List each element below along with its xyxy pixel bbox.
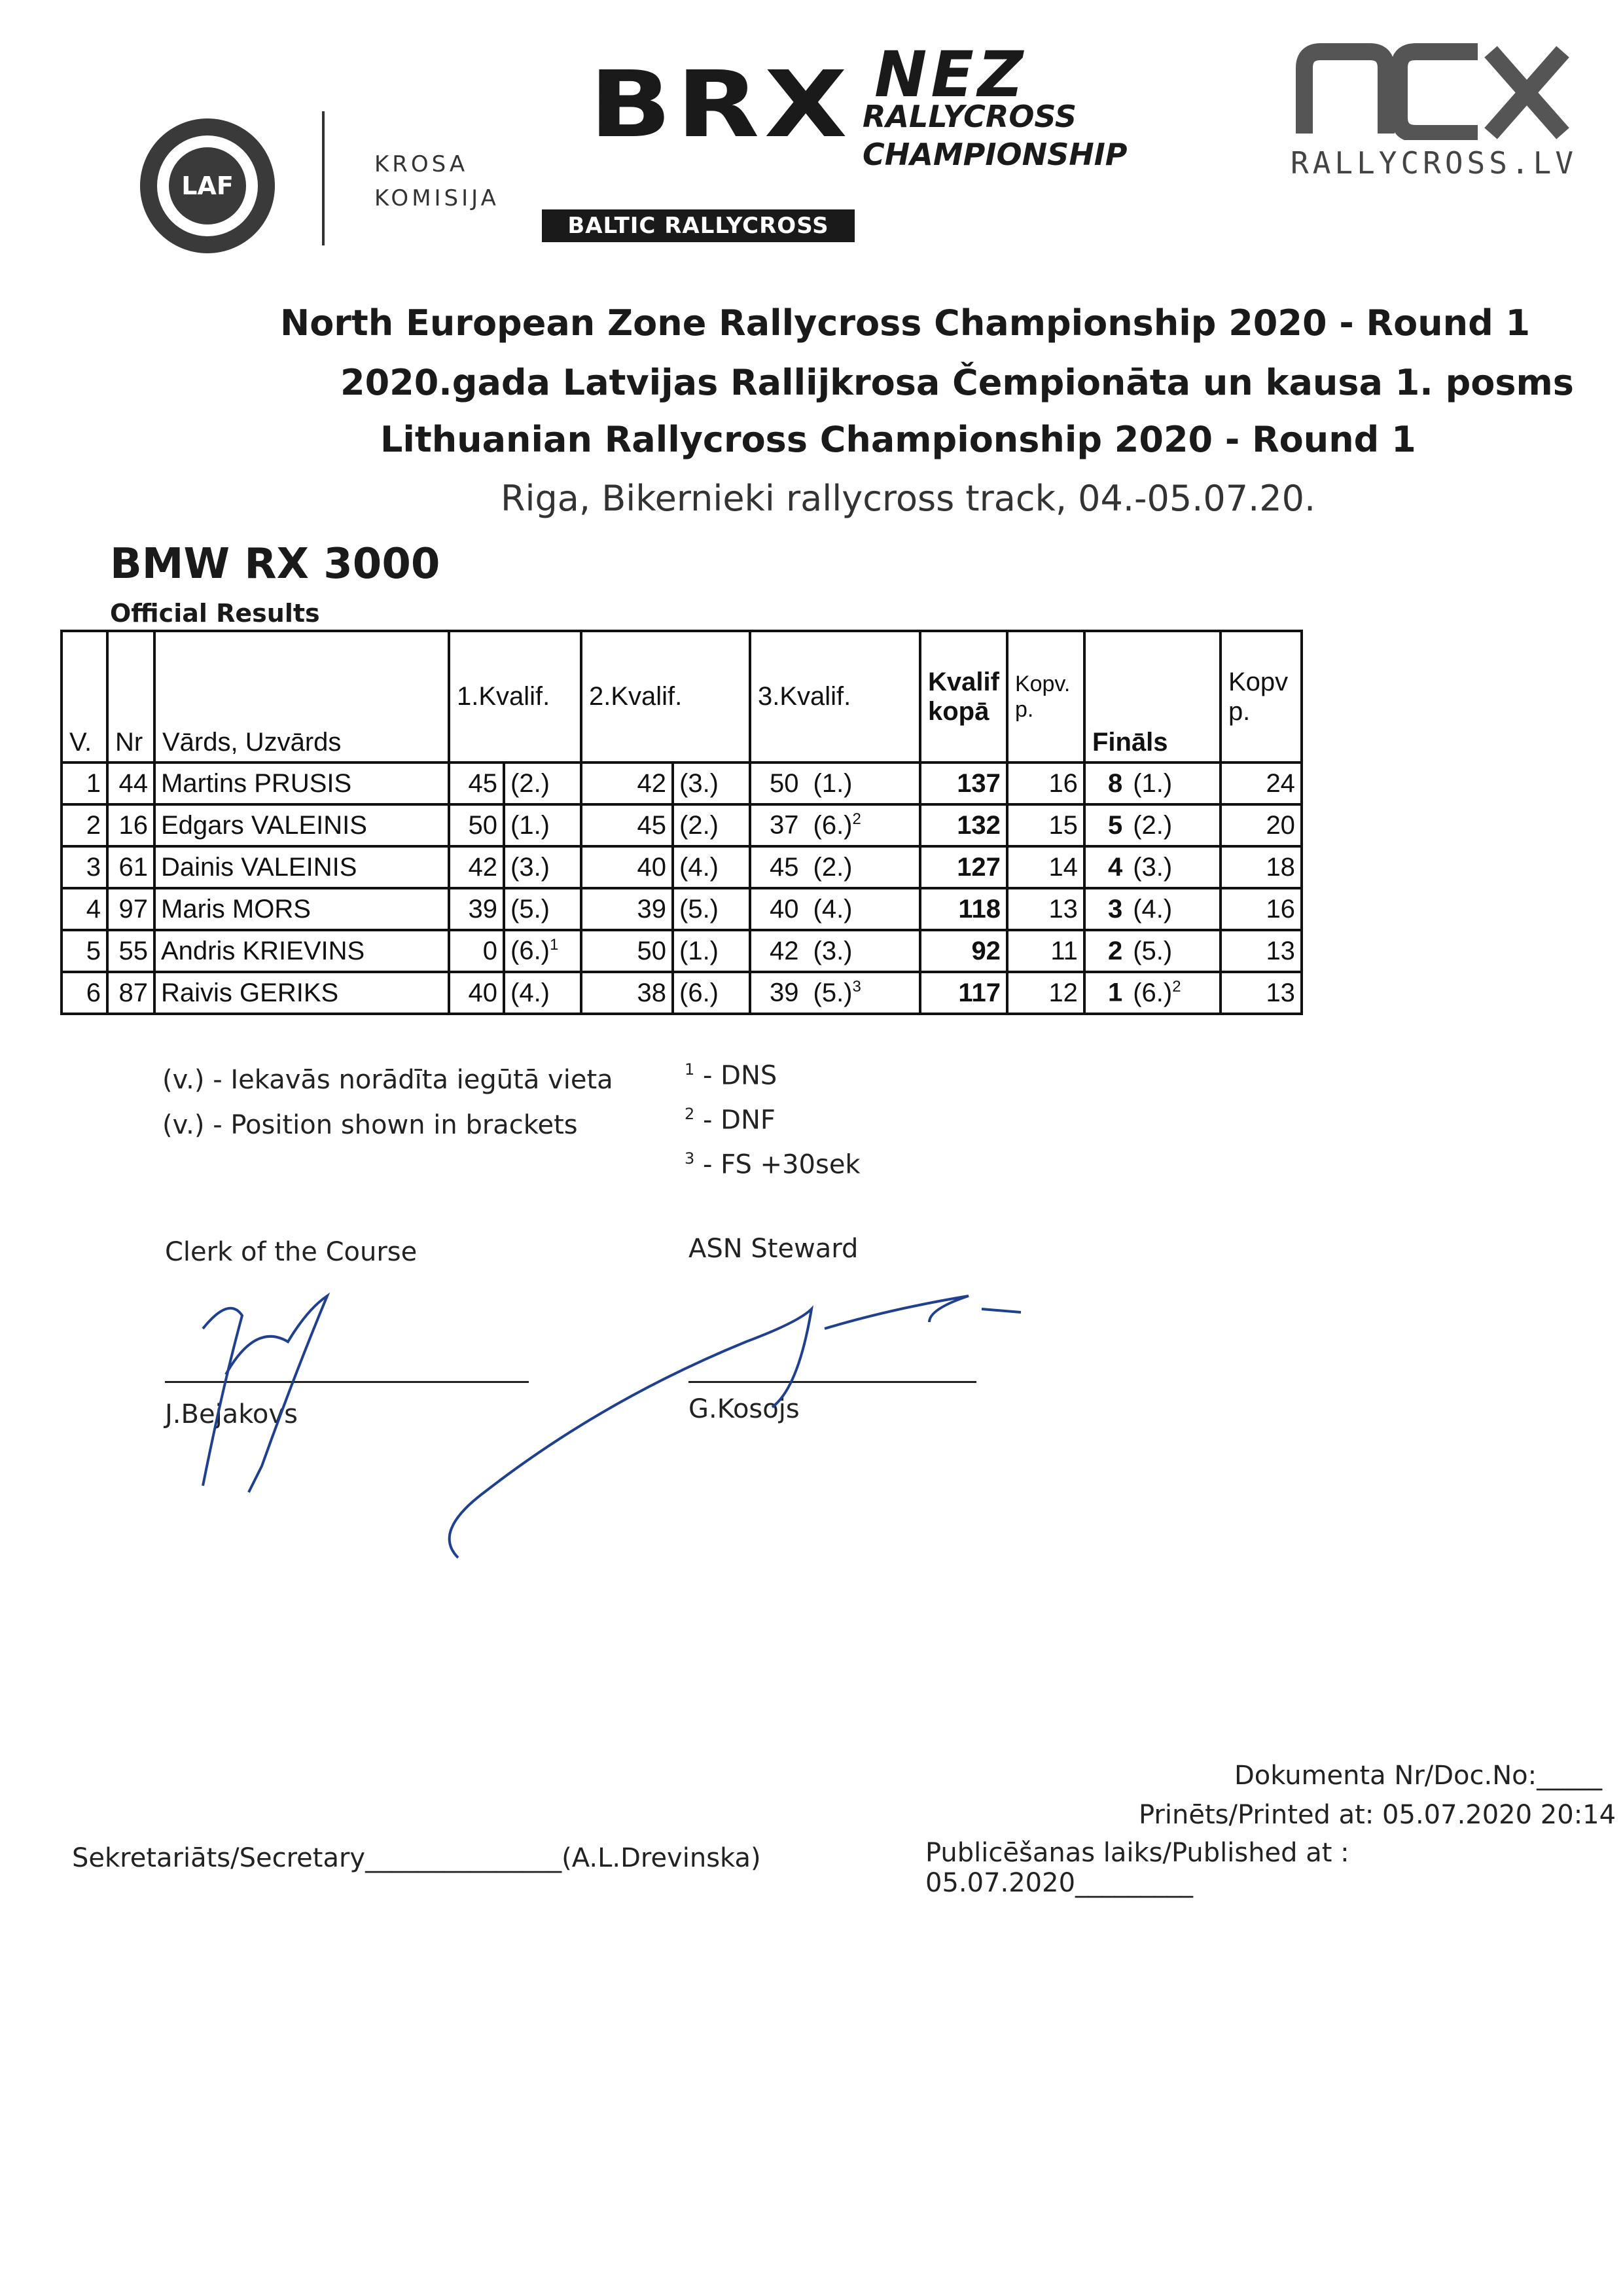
cell-name-value: Andris KRIEVINS <box>161 936 365 965</box>
title-line2: 2020.gada Latvijas Rallijkrosa Čempionāta un kausa 1. posms <box>340 362 1574 403</box>
cell-nr <box>107 804 154 846</box>
secretary-name: (A.L.Drevinska) <box>562 1843 761 1873</box>
cell-nr <box>107 930 154 972</box>
cell-pos-value: 4 <box>86 894 101 924</box>
cell-q2-position-value: (3.) <box>679 768 719 798</box>
q3-points: 42 <box>770 936 799 965</box>
cell-qualif-total-value: 117 <box>958 978 1001 1007</box>
table-row <box>62 846 1302 888</box>
cell-q1-points <box>449 930 504 972</box>
cell-qualif-points-value: 16 <box>1048 768 1078 798</box>
cell-qualif-points-value: 14 <box>1048 852 1078 882</box>
cell-q2-points <box>581 888 673 930</box>
cell-total <box>1221 888 1302 930</box>
cell-name <box>154 888 449 930</box>
cell-total <box>1221 972 1302 1014</box>
cell-q2-position <box>673 804 750 846</box>
header-q3-label: 3.Kvalif. <box>758 682 851 711</box>
doc-number: Dokumenta Nr/Doc.No:_____ <box>1234 1761 1603 1791</box>
secretary <box>72 1843 761 1873</box>
brx-logo <box>535 52 853 239</box>
cell-name <box>154 846 449 888</box>
cell-total <box>1221 846 1302 888</box>
cell-final <box>1084 972 1221 1014</box>
clerk-name: J.Bejakovs <box>165 1399 298 1429</box>
cell-q1-points <box>449 972 504 1014</box>
cell-q1-position <box>504 972 581 1014</box>
cell-q2-points <box>581 846 673 888</box>
published-at: Publicēšanas laiks/Published at : 05.07.2020_________ <box>925 1838 1349 1898</box>
cell-q1-points <box>449 762 504 804</box>
cell-q1-points <box>449 846 504 888</box>
clerk-signature <box>164 1270 386 1505</box>
q3-points: 45 <box>770 852 799 882</box>
header-nr: Nr <box>107 631 154 762</box>
cell-qualif-total <box>920 972 1007 1014</box>
legend-note-2 <box>685 1105 776 1135</box>
cell-qualif-points <box>1007 846 1084 888</box>
cell-nr <box>107 762 154 804</box>
cell-qualif-points <box>1007 804 1084 846</box>
cell-pos-value: 6 <box>86 978 101 1007</box>
cell-pos <box>62 972 107 1014</box>
cell-qualif-points-value: 12 <box>1048 978 1078 1007</box>
cell-pos <box>62 846 107 888</box>
nez-logo-text: NEZ <box>874 38 1027 111</box>
cell-nr-value: 16 <box>118 810 148 840</box>
cell-qualif-total-value: 132 <box>957 810 1001 840</box>
cell-q1-position-value: (5.) <box>510 894 550 924</box>
cell-total <box>1221 930 1302 972</box>
cell-total-value: 18 <box>1266 852 1295 882</box>
cell-q2-points <box>581 930 673 972</box>
cell-qualif-total <box>920 762 1007 804</box>
legend-note-2-sup: 2 <box>685 1105 695 1123</box>
footnote-marker: 1 <box>550 936 559 954</box>
final-points: 4 <box>1107 852 1123 882</box>
cell-q1-points <box>449 888 504 930</box>
cell-q1-points-value: 45 <box>468 768 497 798</box>
header-qpts <box>1007 631 1084 762</box>
q3-points: 39 <box>770 978 799 1007</box>
cell-nr-value: 44 <box>118 768 148 798</box>
cell-name-value: Edgars VALEINIS <box>161 810 367 840</box>
cell-q3 <box>750 804 920 846</box>
cell-name-value: Martins PRUSIS <box>161 768 352 798</box>
krosa-line1: KROSA <box>374 151 469 177</box>
laf-logo <box>140 118 275 253</box>
cell-name <box>154 930 449 972</box>
cell-nr-value: 87 <box>118 978 148 1007</box>
laf-logo-ring <box>157 135 258 236</box>
cell-q2-points-value: 39 <box>637 894 666 924</box>
table-row <box>62 930 1302 972</box>
cell-final <box>1084 930 1221 972</box>
header-q1-label: 1.Kvalif. <box>457 682 550 711</box>
cell-pos <box>62 804 107 846</box>
header-qtotal-line2: kopā <box>928 696 990 726</box>
logo-separator <box>322 111 325 245</box>
cell-q1-points-value: 50 <box>468 810 497 840</box>
cell-q3 <box>750 972 920 1014</box>
legend-note-2-text: - DNF <box>703 1105 776 1136</box>
footnote-marker: 2 <box>852 810 861 829</box>
cell-nr-value: 55 <box>118 936 148 965</box>
cell-qualif-total <box>920 930 1007 972</box>
krosa-line2: KOMISIJA <box>374 185 499 211</box>
header-qtotal <box>920 631 1007 762</box>
cell-q1-points-value: 42 <box>468 852 497 882</box>
header-total-line1: Kopv <box>1228 667 1289 696</box>
header-q3 <box>750 631 920 762</box>
cell-q2-points-value: 50 <box>637 936 666 965</box>
q3-position: (6.) <box>813 810 853 840</box>
brx-logo-strip: BALTIC RALLYCROSS <box>542 209 855 242</box>
cell-nr-value: 97 <box>118 894 148 924</box>
cell-q2-position-value: (6.) <box>679 978 719 1007</box>
cell-total-value: 13 <box>1266 978 1295 1007</box>
title-line3: Lithuanian Rallycross Championship 2020 - Round 1 <box>380 419 1416 460</box>
nez-logo-line2: CHAMPIONSHIP <box>863 137 1128 172</box>
brx-logo-text: BRX <box>589 52 853 158</box>
cell-name-value: Dainis VALEINIS <box>161 852 357 882</box>
cell-name <box>154 972 449 1014</box>
q3-position: (5.) <box>813 978 853 1007</box>
legend-note-3-sup: 3 <box>685 1149 695 1168</box>
cell-qualif-points-value: 15 <box>1048 810 1078 840</box>
cell-qualif-points <box>1007 930 1084 972</box>
cell-q3 <box>750 846 920 888</box>
cell-total-value: 13 <box>1266 936 1295 965</box>
cell-total <box>1221 804 1302 846</box>
q3-points: 50 <box>770 768 799 798</box>
cell-qualif-points-value: 11 <box>1050 936 1078 965</box>
final-points: 8 <box>1107 768 1123 798</box>
cell-qualif-points <box>1007 888 1084 930</box>
q3-position: (3.) <box>813 936 853 965</box>
final-position: (2.) <box>1133 810 1173 840</box>
cell-q1-position-value: (3.) <box>510 852 550 882</box>
cell-q1-position <box>504 762 581 804</box>
cell-q2-points <box>581 972 673 1014</box>
steward-name: G.Kosojs <box>688 1394 800 1424</box>
cell-q2-position <box>673 846 750 888</box>
cell-total-value: 20 <box>1266 810 1295 840</box>
cell-qualif-total-value: 118 <box>958 894 1001 924</box>
cell-q2-position-value: (2.) <box>679 810 719 840</box>
header-q1 <box>449 631 581 762</box>
table-row <box>62 762 1302 804</box>
class-name: BMW RX 3000 <box>110 540 440 588</box>
cell-q1-points <box>449 804 504 846</box>
cell-pos-value: 2 <box>86 810 101 840</box>
header-qtotal-line1: Kvalif <box>928 667 999 696</box>
q3-points: 40 <box>770 894 799 924</box>
table-row <box>62 972 1302 1014</box>
final-points: 3 <box>1107 894 1123 924</box>
legend-note-3 <box>685 1149 861 1179</box>
cell-total <box>1221 762 1302 804</box>
final-position: (1.) <box>1133 768 1173 798</box>
header-qpts-line2: p. <box>1014 696 1034 722</box>
header-pos: V. <box>62 631 107 762</box>
cell-final <box>1084 804 1221 846</box>
cell-q2-points <box>581 762 673 804</box>
cell-q2-points-value: 40 <box>637 852 666 882</box>
cell-q3 <box>750 888 920 930</box>
cell-q2-position <box>673 930 750 972</box>
cell-qualif-total <box>920 846 1007 888</box>
title-line1: North European Zone Rallycross Championship 2020 - Round 1 <box>280 302 1531 344</box>
cell-qualif-total-value: 127 <box>957 852 1001 882</box>
cell-pos-value: 1 <box>86 768 101 798</box>
header-total <box>1221 631 1302 762</box>
results-table <box>60 630 1303 1015</box>
cell-q1-position <box>504 930 581 972</box>
cell-name-value: Maris MORS <box>161 894 311 924</box>
cell-q1-points-value: 0 <box>482 936 497 965</box>
final-position: (4.) <box>1133 894 1173 924</box>
cell-qualif-points <box>1007 972 1084 1014</box>
cell-q1-position <box>504 846 581 888</box>
cell-pos-value: 3 <box>86 852 101 882</box>
cell-final <box>1084 846 1221 888</box>
cell-q1-position <box>504 804 581 846</box>
final-points: 1 <box>1107 978 1123 1007</box>
cell-q2-points-value: 45 <box>637 810 666 840</box>
rallycross-lv-text: RALLYCROSS.LV <box>1291 145 1578 181</box>
cell-q2-position <box>673 888 750 930</box>
legend-en: (v.) - Position shown in brackets <box>162 1110 578 1140</box>
cell-qualif-total <box>920 804 1007 846</box>
header-final: Fināls <box>1084 631 1221 762</box>
secretary-label: Sekretariāts/Secretary_______________ <box>72 1843 562 1873</box>
cell-final <box>1084 762 1221 804</box>
final-position: (6.) <box>1133 978 1173 1007</box>
q3-points: 37 <box>770 810 799 840</box>
cell-pos <box>62 888 107 930</box>
cell-q2-position <box>673 972 750 1014</box>
cell-nr-value: 61 <box>118 852 148 882</box>
cell-pos <box>62 930 107 972</box>
cell-q2-position <box>673 762 750 804</box>
cell-q2-points <box>581 804 673 846</box>
legend-note-1 <box>685 1060 777 1090</box>
cell-final <box>1084 888 1221 930</box>
cell-nr <box>107 972 154 1014</box>
q3-position: (1.) <box>813 768 853 798</box>
cell-q3 <box>750 762 920 804</box>
header-q2 <box>581 631 750 762</box>
q3-position: (4.) <box>813 894 853 924</box>
cell-nr <box>107 888 154 930</box>
header-name: Vārds, Uzvārds <box>154 631 449 762</box>
cell-q1-points-value: 40 <box>468 978 497 1007</box>
cell-name-value: Raivis GERIKS <box>161 978 339 1007</box>
cell-name <box>154 762 449 804</box>
final-points: 5 <box>1107 810 1123 840</box>
results-subtitle: Official Results <box>110 599 320 628</box>
footnote-marker: 2 <box>1172 978 1181 996</box>
cell-pos <box>62 762 107 804</box>
cell-nr <box>107 846 154 888</box>
legend-note-1-sup: 1 <box>685 1060 695 1079</box>
table-header-row <box>62 631 1302 762</box>
cell-q2-points-value: 38 <box>637 978 666 1007</box>
header-q2-label: 2.Kvalif. <box>589 682 683 711</box>
cell-q1-points-value: 39 <box>468 894 497 924</box>
cell-qualif-total-value: 92 <box>971 936 1001 965</box>
q3-position: (2.) <box>813 852 853 882</box>
cell-total-value: 24 <box>1266 768 1295 798</box>
cell-qualif-total-value: 137 <box>957 768 1001 798</box>
cell-q1-position-value: (2.) <box>510 768 550 798</box>
legend-note-3-text: - FS +30sek <box>703 1149 861 1180</box>
cell-q2-position-value: (4.) <box>679 852 719 882</box>
header-qpts-line1: Kopv. <box>1014 671 1071 696</box>
cell-q2-position-value: (1.) <box>679 936 719 965</box>
cell-q1-position-value: (6.) <box>510 936 550 965</box>
clerk-title: Clerk of the Course <box>165 1237 418 1267</box>
cell-q1-position-value: (1.) <box>510 810 550 840</box>
cell-qualif-points-value: 13 <box>1048 894 1078 924</box>
table-row <box>62 888 1302 930</box>
venue-line: Riga, Bikernieki rallycross track, 04.-05.07.20. <box>501 478 1316 519</box>
cell-name <box>154 804 449 846</box>
header-total-line2: p. <box>1228 696 1251 726</box>
cell-q1-position-value: (4.) <box>510 978 550 1007</box>
cell-q2-position-value: (5.) <box>679 894 719 924</box>
printed-at: Prinēts/Printed at: 05.07.2020 20:14 <box>1139 1800 1616 1830</box>
footnote-marker: 3 <box>852 978 861 996</box>
krosa-komisija <box>374 147 499 215</box>
nez-logo-line1: RALLYCROSS <box>863 99 1077 134</box>
cell-qualif-total <box>920 888 1007 930</box>
legend-note-1-text: - DNS <box>703 1060 777 1091</box>
steward-signature <box>432 1283 1034 1571</box>
cell-q3 <box>750 930 920 972</box>
final-position: (5.) <box>1133 936 1173 965</box>
cell-total-value: 16 <box>1266 894 1295 924</box>
table-row <box>62 804 1302 846</box>
legend-lv: (v.) - Iekavās norādīta iegūtā vieta <box>162 1065 613 1095</box>
final-position: (3.) <box>1133 852 1173 882</box>
cell-pos-value: 5 <box>86 936 101 965</box>
steward-title: ASN Steward <box>688 1234 859 1264</box>
cell-q1-position <box>504 888 581 930</box>
laf-logo-text: LAF <box>169 147 246 224</box>
cell-qualif-points <box>1007 762 1084 804</box>
final-points: 2 <box>1107 936 1123 965</box>
cell-q2-points-value: 42 <box>637 768 666 798</box>
rallycross-lv-logo-icon <box>1294 42 1576 140</box>
